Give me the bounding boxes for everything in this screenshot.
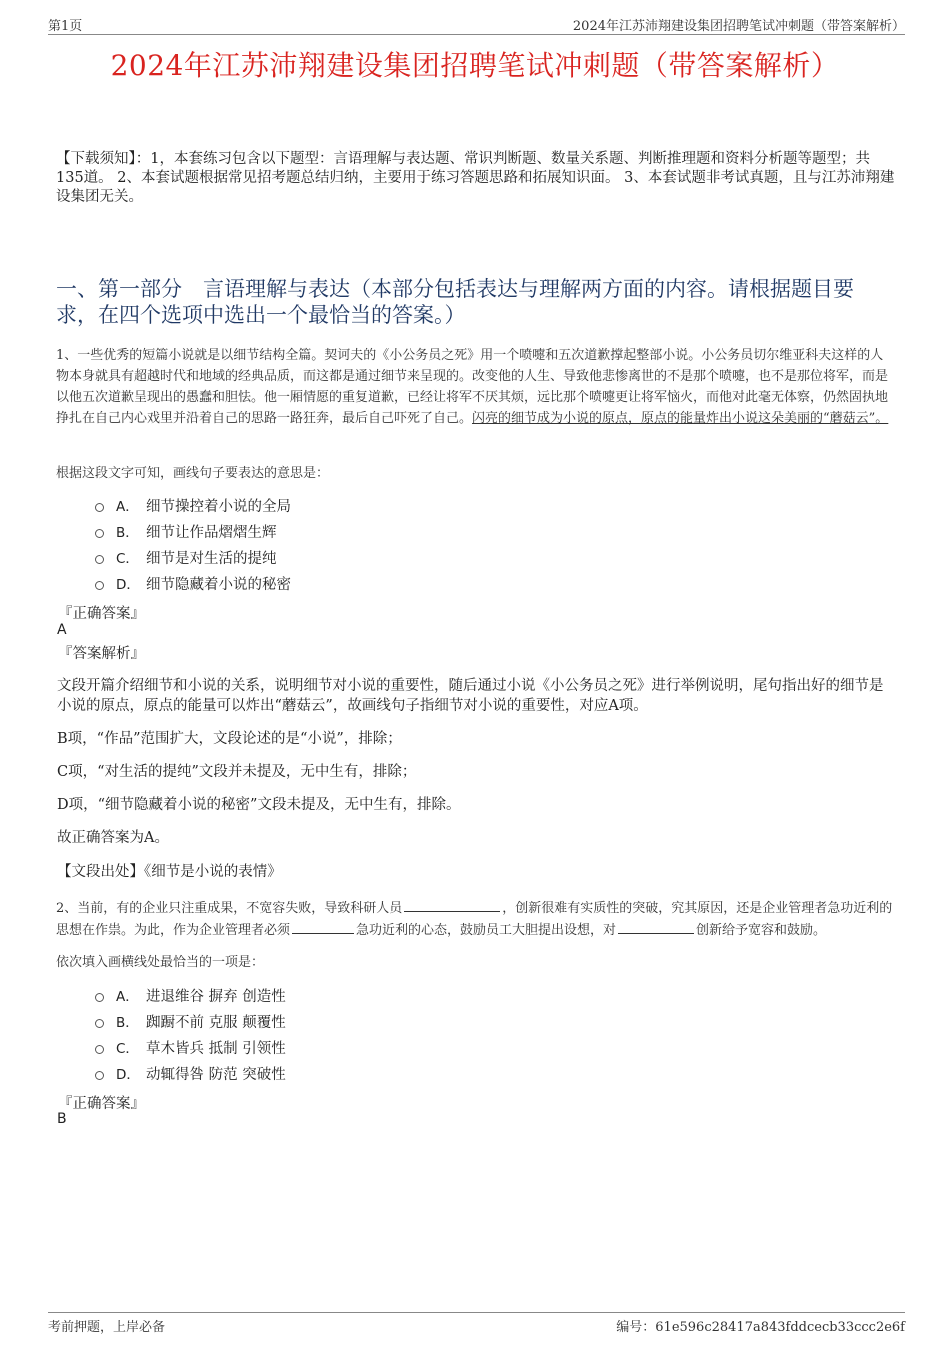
- fill-blank: [404, 897, 500, 912]
- analysis-label: 『答案解析』: [58, 646, 145, 662]
- text-source: 【文段出处】《细节是小说的表情》: [57, 864, 282, 880]
- section-heading: 一、第一部分 言语理解与表达（本部分包括表达与理解两方面的内容。请根据题目要求，在四个选项中选出一个最恰当的答案。）: [56, 277, 854, 327]
- option-a[interactable]: A． 进退维谷 摒弃 创造性: [95, 982, 286, 1008]
- analysis-paragraph: D项，“细节隐藏着小说的秘密”文段未提及，无中生有，排除。: [57, 797, 461, 813]
- option-c[interactable]: C． 草木皆兵 抵制 引领性: [95, 1034, 286, 1060]
- radio-icon[interactable]: [95, 1019, 104, 1028]
- question-2-options: [95, 982, 286, 1086]
- page-footer: [48, 1312, 905, 1335]
- radio-icon[interactable]: [95, 529, 104, 538]
- page-number: 第1页: [48, 19, 83, 34]
- header-doc-title: 2024年江苏沛翔建设集团招聘笔试冲刺题（带答案解析）: [572, 19, 905, 34]
- correct-answer: B: [57, 1111, 67, 1127]
- question-1-options: [95, 492, 291, 596]
- question-1-stem: [56, 345, 894, 429]
- radio-icon[interactable]: [95, 1045, 104, 1054]
- analysis-conclusion: 故正确答案为A。: [57, 830, 169, 846]
- footer-slogan: 考前押题，上岸必备: [48, 1320, 166, 1335]
- radio-icon[interactable]: [95, 1071, 104, 1080]
- page-header: [48, 14, 905, 35]
- option-b[interactable]: B． 踟蹰不前 克服 颠覆性: [95, 1008, 286, 1034]
- correct-answer-label: 『正确答案』: [58, 1096, 145, 1112]
- analysis-paragraph: B项，“作品”范围扩大，文段论述的是“小说”，排除；: [57, 731, 402, 747]
- analysis-paragraph: 文段开篇介绍细节和小说的关系，说明细节对小说的重要性，随后通过小说《小公务员之死》进行举例说明，尾句指出好的细节是小说的原点，原点的能量可以炸出“蘑菇云”，故画线句子指细节对小说的重要性，对应A项。: [57, 678, 884, 714]
- fill-blank: [618, 919, 694, 934]
- document-title: 2024年江苏沛翔建设集团招聘笔试冲刺题（带答案解析）: [110, 49, 840, 82]
- download-notice: 【下载须知】：1，本套练习包含以下题型：言语理解与表达题、常识判断题、数量关系题、判断推理题和资料分析题等题型；共135道。 2、本套试题根据常见招考题总结归纳，主要用于练习答题思路和拓展知识面。 3、本套试题非考试真题，且与江苏沛翔建设集团无关。: [56, 151, 895, 205]
- radio-icon[interactable]: [95, 555, 104, 564]
- question-2-prompt: 依次填入画横线处最恰当的一项是：: [56, 955, 265, 970]
- option-d[interactable]: D． 动辄得咎 防范 突破性: [95, 1060, 286, 1086]
- question-1-underlined-sentence: 闪亮的细节成为小说的原点，原点的能量炸出小说这朵美丽的“蘑菇云”。: [472, 411, 889, 426]
- radio-icon[interactable]: [95, 503, 104, 512]
- option-d[interactable]: D． 细节隐藏着小说的秘密: [95, 570, 291, 596]
- radio-icon[interactable]: [95, 581, 104, 590]
- correct-answer: A: [57, 622, 67, 638]
- question-1-text: 1、一些优秀的短篇小说就是以细节结构全篇。契诃夫的《小公务员之死》用一个喷嚏和五次道歉撑起整部小说。小公务员切尔维亚科夫这样的人物本身就具有超越时代和地域的经典品质，而这都是通过细节来呈现的。改变他的人生、导致他悲惨离世的不是那个喷嚏，也不是那位将军，而是以他五次道歉呈现出的愚蠢和胆怯。他一厢情愿的重复道歉，已经让将军不厌其烦，远比那个喷嚏更让将军恼火，而他对此毫无体察，仍然固执地挣扎在自己内心戏里并沿着自己的思路一路狂奔，最后自己吓死了自己。: [56, 348, 889, 426]
- analysis-paragraph: C项，“对生活的提纯”文段并未提及，无中生有，排除；: [57, 764, 417, 780]
- fill-blank: [292, 919, 354, 934]
- radio-icon[interactable]: [95, 993, 104, 1002]
- option-a[interactable]: A． 细节操控着小说的全局: [95, 492, 291, 518]
- question-1-prompt: 根据这段文字可知，画线句子要表达的意思是：: [56, 466, 330, 481]
- option-c[interactable]: C． 细节是对生活的提纯: [95, 544, 291, 570]
- question-2-stem: 2、当前，有的企业只注重成果，不宽容失败，导致科研人员 ，创新很难有实质性的突破，究其原因，还是企业管理者急功近利的思想在作祟。为此，作为企业管理者必须 急功近利的心态，鼓励员工大胆提出设想，对 创新给予宽容和鼓励。: [56, 897, 894, 941]
- document-id: 编号：61e596c28417a843fddcecb33ccc2e6f: [616, 1320, 905, 1335]
- correct-answer-label: 『正确答案』: [58, 606, 145, 622]
- option-b[interactable]: B． 细节让作品熠熠生辉: [95, 518, 291, 544]
